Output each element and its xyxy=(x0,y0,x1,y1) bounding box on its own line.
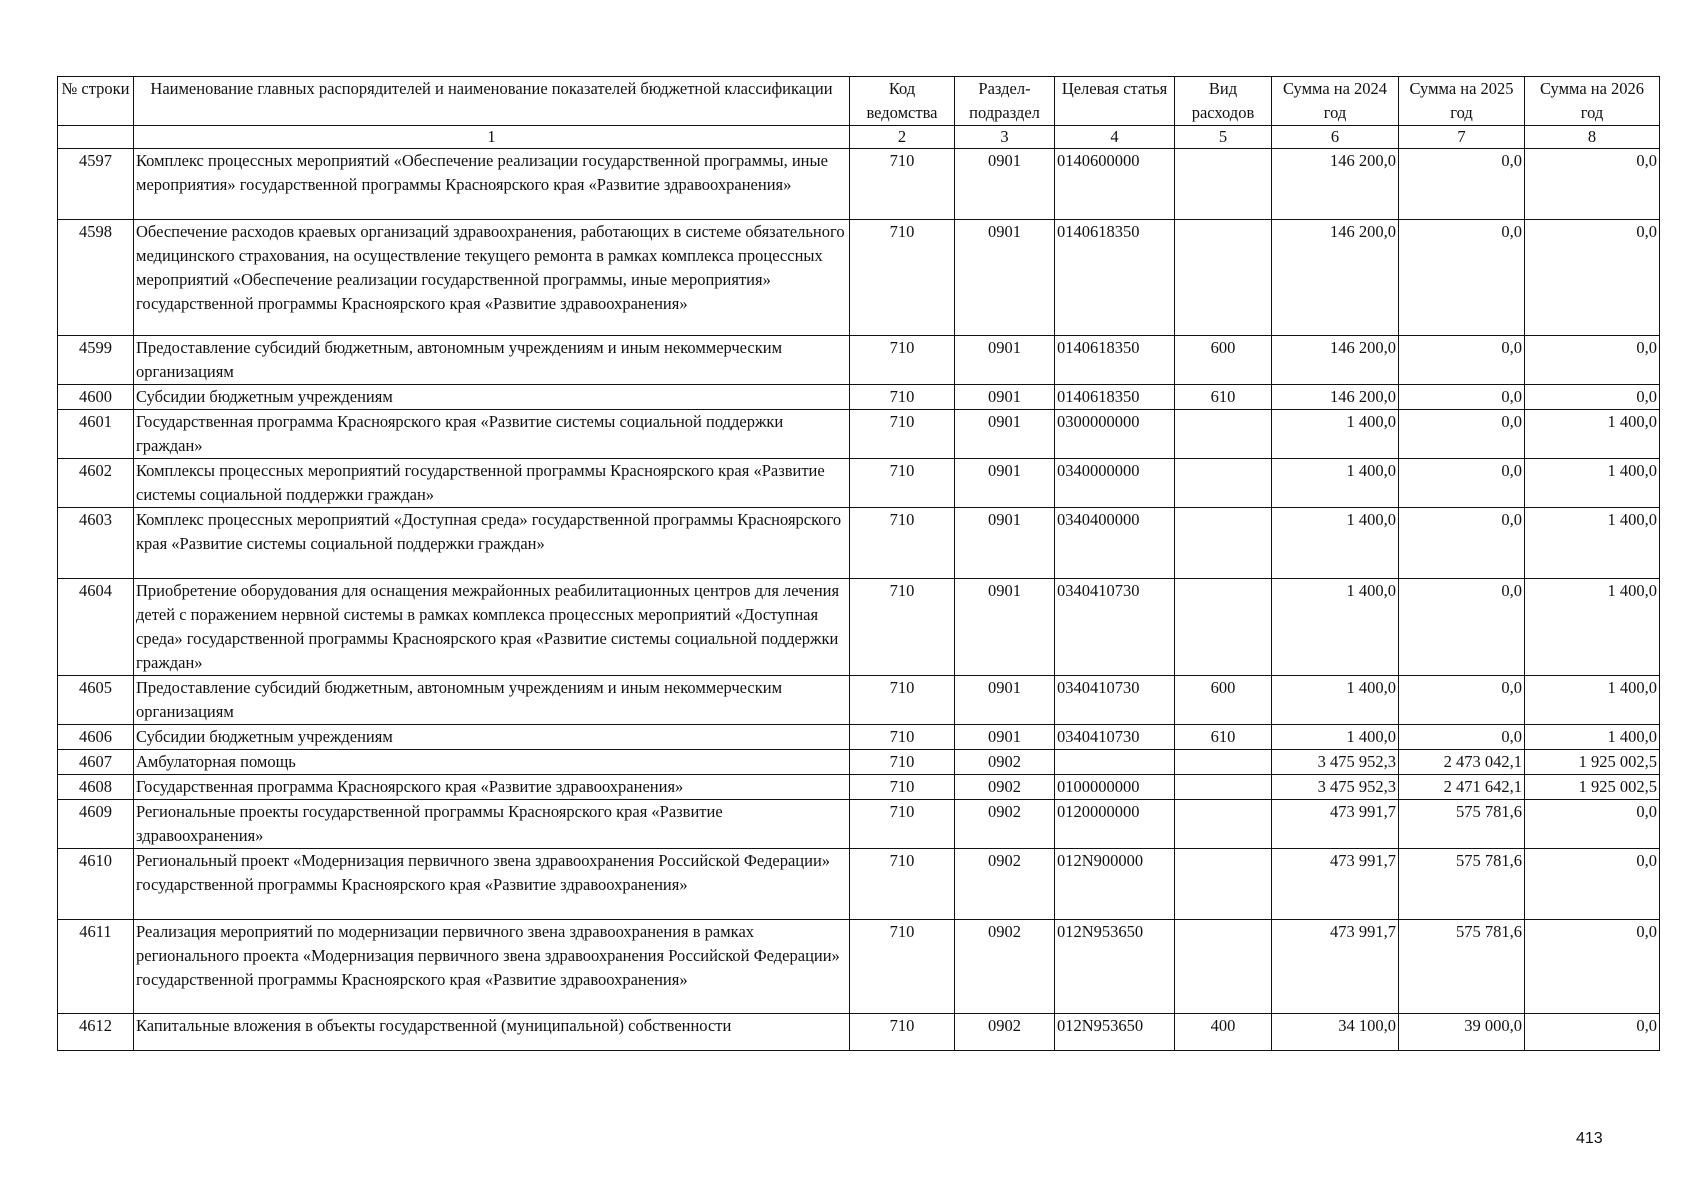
sum-2024: 1 400,0 xyxy=(1272,579,1399,676)
sum-2026: 1 400,0 xyxy=(1525,676,1660,725)
target-article: 012N900000 xyxy=(1055,849,1175,920)
sum-2024: 146 200,0 xyxy=(1272,220,1399,336)
section-code: 0902 xyxy=(955,775,1055,800)
indicator-name: Субсидии бюджетным учреждениям xyxy=(134,385,850,410)
header-row xyxy=(58,77,1660,126)
sum-2025: 0,0 xyxy=(1399,149,1525,220)
expense-type xyxy=(1175,800,1272,849)
sum-2026: 0,0 xyxy=(1525,920,1660,1014)
budget-table xyxy=(57,76,1660,1051)
column-number xyxy=(58,126,134,149)
sum-2026: 0,0 xyxy=(1525,336,1660,385)
sum-2024: 1 400,0 xyxy=(1272,459,1399,508)
table-row xyxy=(58,750,1660,775)
sum-2024: 3 475 952,3 xyxy=(1272,775,1399,800)
row-number: 4601 xyxy=(58,410,134,459)
row-number: 4609 xyxy=(58,800,134,849)
expense-type xyxy=(1175,849,1272,920)
row-number: 4603 xyxy=(58,508,134,579)
sum-2024: 146 200,0 xyxy=(1272,336,1399,385)
row-number: 4605 xyxy=(58,676,134,725)
expense-type: 600 xyxy=(1175,676,1272,725)
dept-code: 710 xyxy=(850,410,955,459)
target-article xyxy=(1055,750,1175,775)
sum-2024: 1 400,0 xyxy=(1272,676,1399,725)
column-number: 6 xyxy=(1272,126,1399,149)
indicator-name: Предоставление субсидий бюджетным, автономным учреждениям и иным некоммерческим организациям xyxy=(134,336,850,385)
table-row xyxy=(58,725,1660,750)
row-number: 4599 xyxy=(58,336,134,385)
target-article: 0340410730 xyxy=(1055,579,1175,676)
target-article: 0340410730 xyxy=(1055,676,1175,725)
table-row xyxy=(58,920,1660,1014)
row-number: 4606 xyxy=(58,725,134,750)
header-sum-2025: Сумма на 2025 год xyxy=(1399,77,1525,126)
sum-2025: 39 000,0 xyxy=(1399,1014,1525,1051)
section-code: 0901 xyxy=(955,410,1055,459)
expense-type xyxy=(1175,410,1272,459)
indicator-name: Реализация мероприятий по модернизации первичного звена здравоохранения в рамках регионального проекта «Модернизация первичного звена здравоохранения Российской Федерации» государственной программы Красноярского края «Развитие здравоохранения» xyxy=(134,920,850,1014)
expense-type: 600 xyxy=(1175,336,1272,385)
dept-code: 710 xyxy=(850,750,955,775)
header-sum-2024: Сумма на 2024 год xyxy=(1272,77,1399,126)
sum-2026: 1 400,0 xyxy=(1525,508,1660,579)
section-code: 0901 xyxy=(955,336,1055,385)
indicator-name: Региональные проекты государственной программы Красноярского края «Развитие здравоохранения» xyxy=(134,800,850,849)
header-name: Наименование главных распорядителей и наименование показателей бюджетной классификации xyxy=(134,77,850,126)
indicator-name: Комплекс процессных мероприятий «Доступная среда» государственной программы Красноярского края «Развитие системы социальной поддержки граждан» xyxy=(134,508,850,579)
sum-2026: 0,0 xyxy=(1525,849,1660,920)
dept-code: 710 xyxy=(850,385,955,410)
dept-code: 710 xyxy=(850,725,955,750)
section-code: 0901 xyxy=(955,149,1055,220)
row-number: 4612 xyxy=(58,1014,134,1051)
row-number: 4602 xyxy=(58,459,134,508)
section-code: 0901 xyxy=(955,385,1055,410)
expense-type xyxy=(1175,459,1272,508)
row-number: 4600 xyxy=(58,385,134,410)
table-row xyxy=(58,220,1660,336)
sum-2024: 1 400,0 xyxy=(1272,410,1399,459)
indicator-name: Региональный проект «Модернизация первичного звена здравоохранения Российской Федерации» государственной программы Красноярского края «Развитие здравоохранения» xyxy=(134,849,850,920)
expense-type xyxy=(1175,149,1272,220)
sum-2025: 0,0 xyxy=(1399,385,1525,410)
section-code: 0901 xyxy=(955,459,1055,508)
row-number: 4611 xyxy=(58,920,134,1014)
dept-code: 710 xyxy=(850,1014,955,1051)
section-code: 0902 xyxy=(955,920,1055,1014)
target-article: 012N953650 xyxy=(1055,1014,1175,1051)
row-number: 4604 xyxy=(58,579,134,676)
sum-2024: 146 200,0 xyxy=(1272,149,1399,220)
sum-2026: 1 925 002,5 xyxy=(1525,750,1660,775)
row-number: 4598 xyxy=(58,220,134,336)
section-code: 0901 xyxy=(955,508,1055,579)
section-code: 0901 xyxy=(955,220,1055,336)
indicator-name: Амбулаторная помощь xyxy=(134,750,850,775)
column-number: 7 xyxy=(1399,126,1525,149)
table-row xyxy=(58,149,1660,220)
dept-code: 710 xyxy=(850,920,955,1014)
sum-2026: 0,0 xyxy=(1525,149,1660,220)
indicator-name: Государственная программа Красноярского края «Развитие здравоохранения» xyxy=(134,775,850,800)
sum-2026: 1 925 002,5 xyxy=(1525,775,1660,800)
table-row xyxy=(58,579,1660,676)
sum-2026: 0,0 xyxy=(1525,220,1660,336)
table-row xyxy=(58,508,1660,579)
dept-code: 710 xyxy=(850,800,955,849)
table-row xyxy=(58,676,1660,725)
header-dept: Код ведомства xyxy=(850,77,955,126)
sum-2025: 575 781,6 xyxy=(1399,800,1525,849)
section-code: 0901 xyxy=(955,579,1055,676)
header-target: Целевая статья xyxy=(1055,77,1175,126)
sum-2024: 473 991,7 xyxy=(1272,849,1399,920)
column-number: 8 xyxy=(1525,126,1660,149)
expense-type: 400 xyxy=(1175,1014,1272,1051)
sum-2024: 3 475 952,3 xyxy=(1272,750,1399,775)
sum-2025: 2 473 042,1 xyxy=(1399,750,1525,775)
header-exp-type: Вид расходов xyxy=(1175,77,1272,126)
column-number: 3 xyxy=(955,126,1055,149)
column-number: 1 xyxy=(134,126,850,149)
sum-2025: 2 471 642,1 xyxy=(1399,775,1525,800)
table-row xyxy=(58,410,1660,459)
column-number-row xyxy=(58,126,1660,149)
sum-2025: 0,0 xyxy=(1399,410,1525,459)
header-section: Раздел-подраздел xyxy=(955,77,1055,126)
header-sum-2026: Сумма на 2026 год xyxy=(1525,77,1660,126)
target-article: 0340000000 xyxy=(1055,459,1175,508)
target-article: 0100000000 xyxy=(1055,775,1175,800)
sum-2025: 0,0 xyxy=(1399,459,1525,508)
sum-2026: 0,0 xyxy=(1525,1014,1660,1051)
sum-2024: 146 200,0 xyxy=(1272,385,1399,410)
sum-2026: 0,0 xyxy=(1525,800,1660,849)
section-code: 0902 xyxy=(955,1014,1055,1051)
table-row xyxy=(58,336,1660,385)
sum-2024: 1 400,0 xyxy=(1272,508,1399,579)
section-code: 0902 xyxy=(955,849,1055,920)
sum-2026: 1 400,0 xyxy=(1525,410,1660,459)
indicator-name: Субсидии бюджетным учреждениям xyxy=(134,725,850,750)
table-row xyxy=(58,385,1660,410)
section-code: 0901 xyxy=(955,725,1055,750)
expense-type xyxy=(1175,750,1272,775)
target-article: 0140618350 xyxy=(1055,220,1175,336)
dept-code: 710 xyxy=(850,220,955,336)
dept-code: 710 xyxy=(850,508,955,579)
dept-code: 710 xyxy=(850,676,955,725)
indicator-name: Приобретение оборудования для оснащения межрайонных реабилитационных центров для лечения детей с поражением нервной системы в рамках комплекса процессных мероприятий «Доступная среда» государственной программы Красноярского края «Развитие системы социальной поддержки граждан» xyxy=(134,579,850,676)
indicator-name: Обеспечение расходов краевых организаций здравоохранения, работающих в системе обязательного медицинского страхования, на осуществление текущего ремонта в рамках комплекса процессных мероприятий «Обеспечение реализации государственной программы, иные мероприятия» государственной программы Красноярского края «Развитие здравоохранения» xyxy=(134,220,850,336)
expense-type xyxy=(1175,508,1272,579)
expense-type: 610 xyxy=(1175,385,1272,410)
indicator-name: Комплексы процессных мероприятий государственной программы Красноярского края «Развитие системы социальной поддержки граждан» xyxy=(134,459,850,508)
dept-code: 710 xyxy=(850,849,955,920)
target-article: 0140618350 xyxy=(1055,385,1175,410)
target-article: 0340410730 xyxy=(1055,725,1175,750)
section-code: 0902 xyxy=(955,800,1055,849)
row-number: 4610 xyxy=(58,849,134,920)
expense-type xyxy=(1175,775,1272,800)
target-article: 0140618350 xyxy=(1055,336,1175,385)
column-number: 5 xyxy=(1175,126,1272,149)
sum-2025: 575 781,6 xyxy=(1399,920,1525,1014)
table-row xyxy=(58,775,1660,800)
dept-code: 710 xyxy=(850,459,955,508)
sum-2025: 0,0 xyxy=(1399,676,1525,725)
indicator-name: Предоставление субсидий бюджетным, автономным учреждениям и иным некоммерческим организациям xyxy=(134,676,850,725)
target-article: 0340400000 xyxy=(1055,508,1175,579)
target-article: 012N953650 xyxy=(1055,920,1175,1014)
section-code: 0901 xyxy=(955,676,1055,725)
header-row-no: № строки xyxy=(58,77,134,126)
sum-2025: 0,0 xyxy=(1399,508,1525,579)
section-code: 0902 xyxy=(955,750,1055,775)
sum-2025: 575 781,6 xyxy=(1399,849,1525,920)
row-number: 4597 xyxy=(58,149,134,220)
column-number: 2 xyxy=(850,126,955,149)
sum-2024: 1 400,0 xyxy=(1272,725,1399,750)
sum-2024: 34 100,0 xyxy=(1272,1014,1399,1051)
expense-type: 610 xyxy=(1175,725,1272,750)
dept-code: 710 xyxy=(850,775,955,800)
page-number: 413 xyxy=(1576,1130,1603,1147)
dept-code: 710 xyxy=(850,579,955,676)
table-row xyxy=(58,459,1660,508)
target-article: 0300000000 xyxy=(1055,410,1175,459)
indicator-name: Государственная программа Красноярского края «Развитие системы социальной поддержки граждан» xyxy=(134,410,850,459)
expense-type xyxy=(1175,579,1272,676)
expense-type xyxy=(1175,220,1272,336)
sum-2026: 1 400,0 xyxy=(1525,459,1660,508)
row-number: 4608 xyxy=(58,775,134,800)
sum-2026: 1 400,0 xyxy=(1525,579,1660,676)
expense-type xyxy=(1175,920,1272,1014)
sum-2024: 473 991,7 xyxy=(1272,800,1399,849)
table-row xyxy=(58,849,1660,920)
sum-2026: 0,0 xyxy=(1525,385,1660,410)
table-row xyxy=(58,800,1660,849)
table-row xyxy=(58,1014,1660,1051)
sum-2024: 473 991,7 xyxy=(1272,920,1399,1014)
target-article: 0140600000 xyxy=(1055,149,1175,220)
sum-2026: 1 400,0 xyxy=(1525,725,1660,750)
indicator-name: Комплекс процессных мероприятий «Обеспечение реализации государственной программы, иные мероприятия» государственной программы Красноярского края «Развитие здравоохранения» xyxy=(134,149,850,220)
column-number: 4 xyxy=(1055,126,1175,149)
sum-2025: 0,0 xyxy=(1399,579,1525,676)
sum-2025: 0,0 xyxy=(1399,336,1525,385)
dept-code: 710 xyxy=(850,149,955,220)
target-article: 0120000000 xyxy=(1055,800,1175,849)
row-number: 4607 xyxy=(58,750,134,775)
dept-code: 710 xyxy=(850,336,955,385)
sum-2025: 0,0 xyxy=(1399,220,1525,336)
indicator-name: Капитальные вложения в объекты государственной (муниципальной) собственности xyxy=(134,1014,850,1051)
sum-2025: 0,0 xyxy=(1399,725,1525,750)
